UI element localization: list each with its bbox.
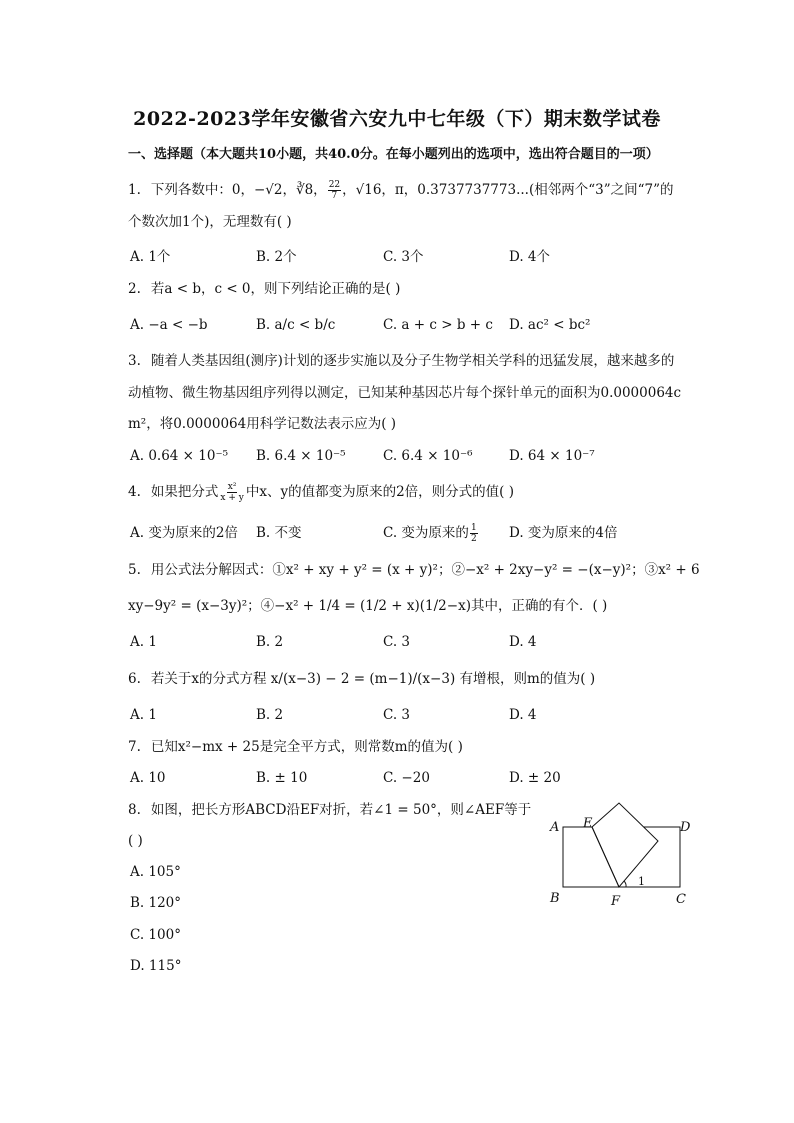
question-3-option-d: D. 64 × 10⁻⁷ bbox=[509, 448, 595, 464]
question-8-option-b: B. 120° bbox=[130, 895, 182, 911]
question-6-option-d: D. 4 bbox=[509, 707, 537, 723]
question-1-option-a: A. 1个 bbox=[130, 249, 171, 265]
question-1-text-pre: 下列各数中：0，−√2，∛8， bbox=[150, 182, 327, 198]
question-1-line-1 bbox=[128, 180, 674, 201]
question-3-line-1 bbox=[128, 351, 674, 371]
question-2-stem: 若a < b，c < 0，则下列结论正确的是( ) bbox=[150, 281, 401, 297]
question-3-option-c: C. 6.4 × 10⁻⁶ bbox=[383, 448, 473, 464]
question-1-text-post: ，√16，π，0.3737737773...(相邻两个“3”之间“7”的 bbox=[342, 182, 674, 198]
question-8-option-d: D. 115° bbox=[130, 958, 182, 974]
page-title: 2022-2023学年安徽省六安九中七年级（下）期末数学试卷 bbox=[133, 108, 661, 130]
folded-flap bbox=[592, 803, 658, 887]
question-7-number: 7. bbox=[128, 739, 141, 755]
question-6-option-c: C. 3 bbox=[383, 707, 411, 723]
label-d: D bbox=[680, 820, 691, 835]
label-b: B bbox=[550, 891, 560, 906]
question-5-line-1 bbox=[128, 560, 700, 580]
question-5-line-2: xy−9y² = (x−3y)²；④−x² + 1/4 = (1/2 + x)(1/2−x)其中，正确的有个．( ) bbox=[128, 598, 608, 614]
question-6-option-a: A. 1 bbox=[130, 707, 157, 723]
angle-1-arc bbox=[624, 881, 626, 887]
section-heading: 一、选择题（本大题共10小题，共40.0分。在每小题列出的选项中，选出符合题目的一项） bbox=[128, 147, 659, 162]
question-7-option-b: B. ± 10 bbox=[256, 770, 308, 786]
question-7-option-c: C. −20 bbox=[383, 770, 430, 786]
question-4-number: 4. bbox=[128, 484, 141, 500]
question-3-number: 3. bbox=[128, 353, 141, 369]
question-6-line-1 bbox=[128, 669, 595, 689]
question-2-option-c: C. a + c > b + c bbox=[383, 317, 493, 333]
question-3-option-b: B. 6.4 × 10⁻⁵ bbox=[256, 448, 346, 464]
question-2-line-1 bbox=[128, 279, 400, 299]
folded-rectangle-figure bbox=[540, 795, 720, 915]
question-7-option-d: D. ± 20 bbox=[509, 770, 561, 786]
question-4-option-d: D. 变为原来的4倍 bbox=[509, 525, 618, 541]
question-1-option-b: B. 2个 bbox=[256, 249, 297, 265]
question-8-line-2: ( ) bbox=[128, 833, 143, 849]
question-5-text-1: 用公式法分解因式：①x² + xy + y² = (x + y)²；②−x² + 2xy−y² = −(x−y)²；③x² + 6 bbox=[150, 562, 700, 578]
question-4-stem-post: 中x、y的值都变为原来的2倍，则分式的值( ) bbox=[245, 484, 514, 500]
question-4-line-1 bbox=[128, 482, 514, 503]
question-7-line-1 bbox=[128, 737, 463, 757]
question-8-line-1 bbox=[128, 800, 531, 820]
question-8-option-c: C. 100° bbox=[130, 927, 181, 943]
question-2-option-b: B. a/c < b/c bbox=[256, 317, 336, 333]
question-8-text-1: 如图，把长方形ABCD沿EF对折，若∠1 = 50°，则∠AEF等于 bbox=[150, 802, 532, 818]
question-5-number: 5. bbox=[128, 562, 141, 578]
question-8-option-a: A. 105° bbox=[130, 864, 181, 880]
question-4-stem-pre: 如果把分式 bbox=[150, 484, 219, 500]
question-1-line-2: 个数次加1个)，无理数有( ) bbox=[128, 214, 292, 230]
question-8-number: 8. bbox=[128, 802, 141, 818]
question-4-option-c: C. 变为原来的 $\frac{1}{2}$ bbox=[383, 523, 477, 544]
question-1-option-d: D. 4个 bbox=[509, 249, 551, 265]
label-f: F bbox=[611, 894, 621, 909]
question-1-number: 1. bbox=[128, 182, 141, 198]
question-1-fraction: $\frac{22}{7}$ bbox=[328, 180, 341, 201]
label-e: E bbox=[583, 816, 593, 831]
question-4-option-b: B. 不变 bbox=[256, 525, 302, 541]
question-2-number: 2. bbox=[128, 281, 141, 297]
question-7-stem: 已知x²−mx + 25是完全平方式，则常数m的值为( ) bbox=[150, 739, 463, 755]
question-1-option-c: C. 3个 bbox=[383, 249, 424, 265]
question-3-line-2: 动植物、微生物基因组序列得以测定，已知某种基因芯片每个探针单元的面积为0.0000064c bbox=[128, 385, 682, 401]
question-6-stem: 若关于x的分式方程 x/(x−3) − 2 = (m−1)/(x−3) 有增根，则m的值为( ) bbox=[150, 671, 596, 687]
question-2-option-d: D. ac² < bc² bbox=[509, 317, 591, 333]
label-angle-1: 1 bbox=[638, 875, 645, 888]
question-6-option-b: B. 2 bbox=[256, 707, 284, 723]
label-a: A bbox=[550, 820, 560, 835]
question-5-option-b: B. 2 bbox=[256, 634, 284, 650]
question-3-text-1: 随着人类基因组(测序)计划的逐步实施以及分子生物学相关学科的迅猛发展，越来越多的 bbox=[150, 353, 675, 369]
question-4-option-a: A. 变为原来的2倍 bbox=[130, 525, 238, 541]
question-5-option-a: A. 1 bbox=[130, 634, 157, 650]
question-2-option-a: A. −a < −b bbox=[130, 317, 208, 333]
question-4-fraction: $\frac{\text{x²}}{x + y}$ bbox=[220, 482, 244, 503]
question-3-line-3: m²，将0.0000064用科学记数法表示应为( ) bbox=[128, 416, 397, 432]
question-5-option-c: C. 3 bbox=[383, 634, 411, 650]
question-3-option-a: A. 0.64 × 10⁻⁵ bbox=[130, 448, 229, 464]
question-5-option-d: D. 4 bbox=[509, 634, 537, 650]
question-6-number: 6. bbox=[128, 671, 141, 687]
question-7-option-a: A. 10 bbox=[130, 770, 166, 786]
label-c: C bbox=[676, 892, 686, 907]
